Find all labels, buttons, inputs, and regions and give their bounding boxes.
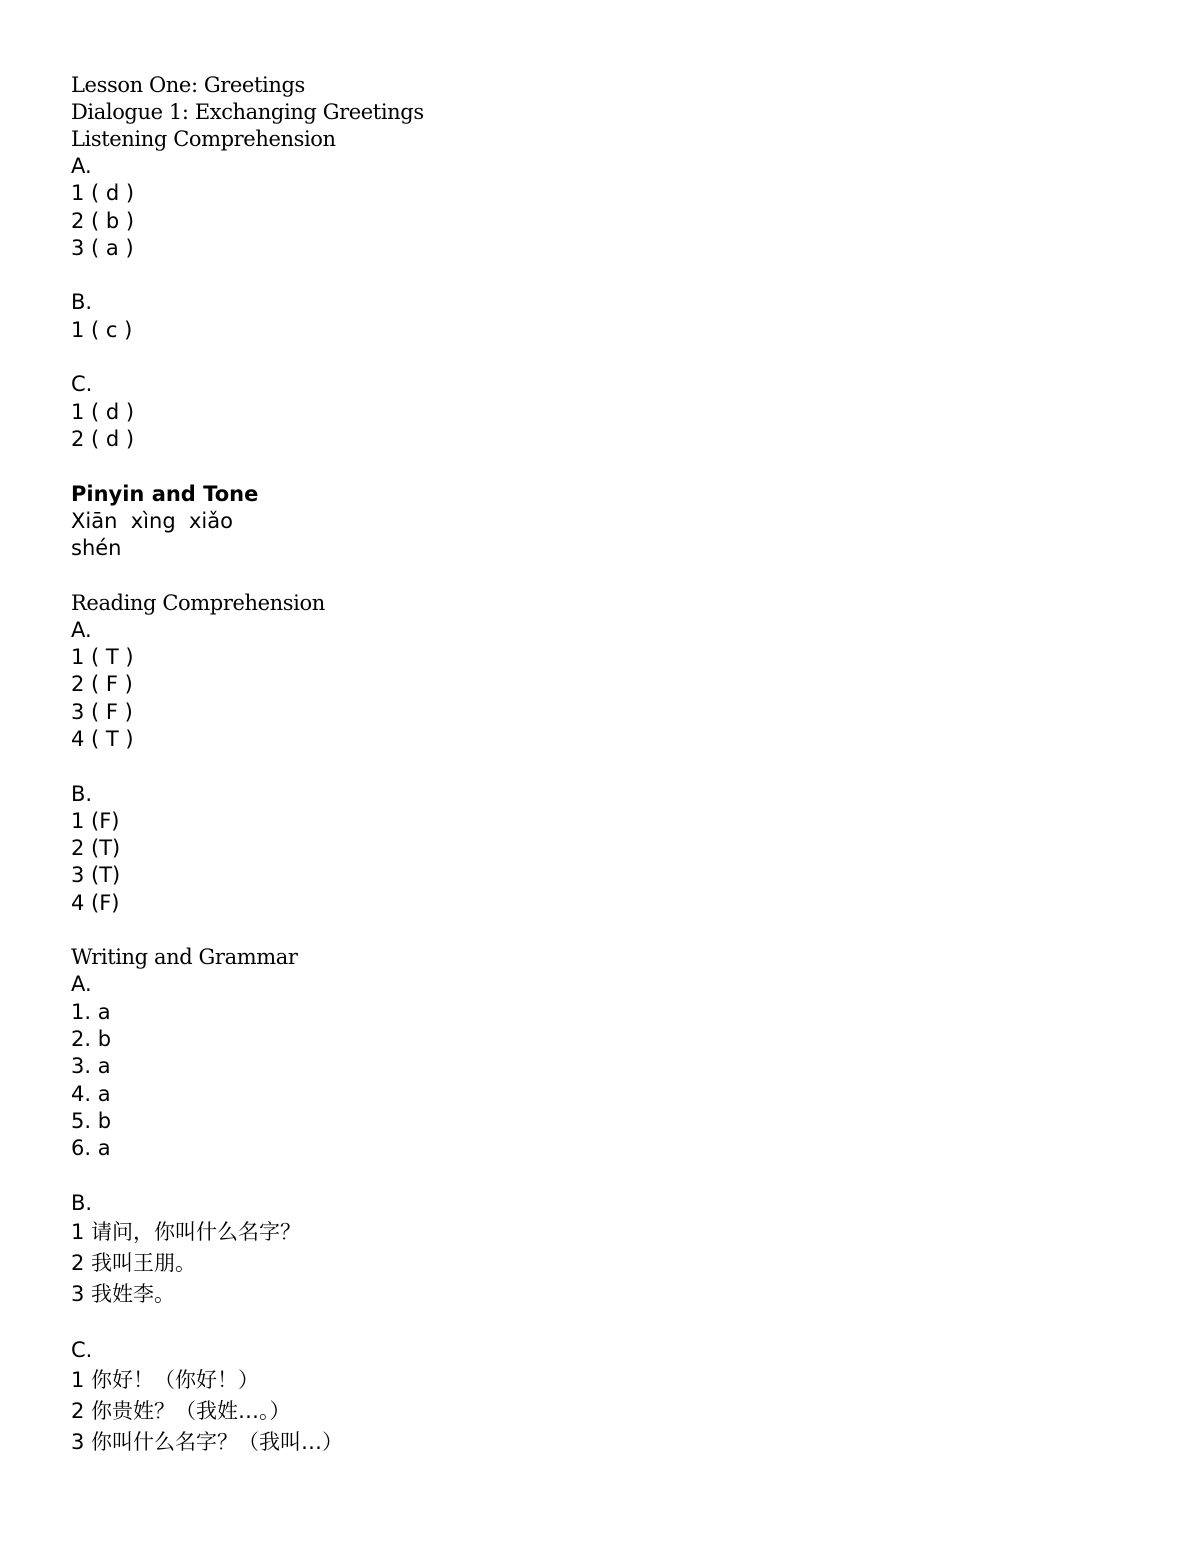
writing-heading: Writing and Grammar <box>71 945 298 970</box>
spacer <box>71 753 1131 780</box>
writing-c-label: C. <box>71 1338 93 1363</box>
spacer <box>71 917 1131 944</box>
spacer <box>71 562 1131 589</box>
reading-b-item: 2 (T) <box>71 836 121 861</box>
pinyin-line: shén <box>71 536 122 561</box>
writing-b-item: 2 我叫王朋。 <box>71 1250 197 1275</box>
listening-a-item: 1 ( d ) <box>71 181 135 206</box>
reading-a-item: 2 ( F ) <box>71 672 133 697</box>
writing-a-item: 2. b <box>71 1026 112 1051</box>
listening-a-item: 2 ( b ) <box>71 208 135 233</box>
listening-a-item: 3 ( a ) <box>71 235 134 260</box>
reading-heading: Reading Comprehension <box>71 590 325 615</box>
listening-b-label: B. <box>71 290 93 315</box>
listening-a-label: A. <box>71 154 92 178</box>
writing-a-item: 5. b <box>71 1108 112 1133</box>
spacer <box>71 344 1131 371</box>
spacer <box>71 453 1131 480</box>
listening-heading: Listening Comprehension <box>71 127 336 151</box>
writing-c-item: 1 你好！（你好！） <box>71 1367 260 1392</box>
writing-b-label: B. <box>71 1190 93 1215</box>
reading-a-label: A. <box>71 617 92 642</box>
reading-a-item: 1 ( T ) <box>71 645 134 670</box>
reading-a-item: 4 ( T ) <box>71 726 134 751</box>
listening-c-item: 1 ( d ) <box>71 399 135 424</box>
reading-b-item: 1 (F) <box>71 808 120 833</box>
dialogue-title: Dialogue 1: Exchanging Greetings <box>71 100 424 124</box>
answer-key-page <box>71 72 1131 1458</box>
writing-c-item: 2 你贵姓？（我姓…。） <box>71 1398 291 1423</box>
reading-b-label: B. <box>71 781 93 806</box>
writing-b-item: 1 请问，你叫什么名字？ <box>71 1219 302 1244</box>
writing-a-item: 3. a <box>71 1054 111 1079</box>
writing-a-item: 4. a <box>71 1081 111 1106</box>
writing-a-item: 6. a <box>71 1136 111 1161</box>
spacer <box>71 1310 1131 1337</box>
pinyin-heading: Pinyin and Tone <box>71 481 259 506</box>
writing-a-item: 1. a <box>71 999 111 1024</box>
reading-a-item: 3 ( F ) <box>71 699 133 724</box>
listening-b-item: 1 ( c ) <box>71 317 133 342</box>
spacer <box>71 262 1131 289</box>
lesson-title: Lesson One: Greetings <box>71 73 305 97</box>
listening-c-item: 2 ( d ) <box>71 426 135 451</box>
writing-c-item: 3 你叫什么名字？（我叫…） <box>71 1429 344 1454</box>
listening-c-label: C. <box>71 372 93 397</box>
reading-b-item: 3 (T) <box>71 863 121 888</box>
spacer <box>71 1162 1131 1189</box>
pinyin-line: Xiān xìng xiǎo <box>71 508 233 533</box>
writing-b-item: 3 我姓李。 <box>71 1281 176 1306</box>
writing-a-label: A. <box>71 972 92 997</box>
reading-b-item: 4 (F) <box>71 890 120 915</box>
